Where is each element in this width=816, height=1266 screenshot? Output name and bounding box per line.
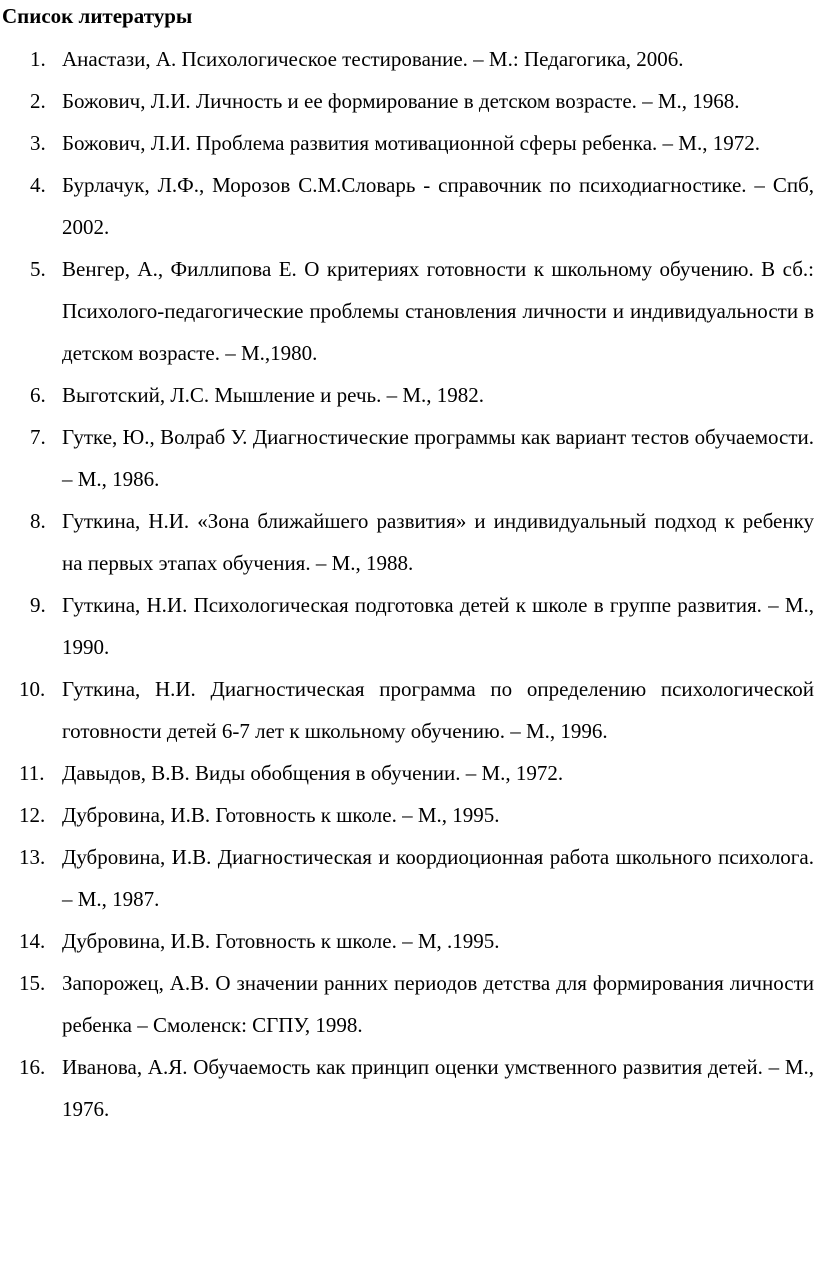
reference-item-14 — [0, 920, 814, 962]
reference-item-12 — [0, 794, 814, 836]
reference-number: 12. — [19, 803, 46, 827]
reference-item-13 — [0, 836, 814, 920]
reference-text: Дубровина, И.В. Готовность к школе. – М., 1995. — [62, 803, 500, 827]
reference-text: Запорожец, А.В. О значении ранних периодов детства для формирования личности ребенка – Смоленск: СГПУ, 1998. — [62, 971, 814, 1037]
reference-text: Давыдов, В.В. Виды обобщения в обучении. – М., 1972. — [62, 761, 564, 785]
reference-item-11 — [0, 752, 814, 794]
reference-text: Бурлачук, Л.Ф., Морозов С.М.Словарь - справочник по психодиагностике. – Спб, 2002. — [62, 173, 814, 239]
reference-item-1 — [0, 38, 814, 80]
reference-item-10 — [0, 668, 814, 752]
reference-number: 8. — [30, 509, 46, 533]
reference-item-4 — [0, 164, 814, 248]
reference-text: Божович, Л.И. Проблема развития мотивационной сферы ребенка. – М., 1972. — [62, 131, 760, 155]
reference-number: 1. — [30, 47, 46, 71]
reference-text: Дубровина, И.В. Диагностическая и коордиоционная работа школьного психолога. – М., 1987. — [62, 845, 814, 911]
reference-item-7 — [0, 416, 814, 500]
reference-number: 5. — [30, 257, 46, 281]
reference-number: 6. — [30, 383, 46, 407]
reference-text: Божович, Л.И. Личность и ее формирование в детском возрасте. – М., 1968. — [62, 89, 740, 113]
reference-text: Анастази, А. Психологическое тестирование. – М.: Педагогика, 2006. — [62, 47, 684, 71]
reference-number: 7. — [30, 425, 46, 449]
reference-text: Гуткина, Н.И. Диагностическая программа по определению психологической готовности детей 6-7 лет к школьному обучению. – М., 1996. — [62, 677, 814, 743]
reference-item-3 — [0, 122, 814, 164]
reference-list — [0, 38, 814, 1130]
reference-number: 9. — [30, 593, 46, 617]
reference-number: 11. — [19, 761, 45, 785]
reference-text: Гуткина, Н.И. Психологическая подготовка детей к школе в группе развития. – М., 1990. — [62, 593, 814, 659]
reference-text: Выготский, Л.С. Мышление и речь. – М., 1982. — [62, 383, 485, 407]
reference-number: 4. — [30, 173, 46, 197]
reference-number: 16. — [19, 1055, 46, 1079]
reference-number: 13. — [19, 845, 46, 869]
reference-item-2 — [0, 80, 814, 122]
reference-number: 10. — [19, 677, 46, 701]
page-title: Список литературы — [2, 4, 193, 28]
reference-number: 15. — [19, 971, 46, 995]
reference-item-9 — [0, 584, 814, 668]
reference-item-15 — [0, 962, 814, 1046]
reference-item-8 — [0, 500, 814, 584]
reference-number: 2. — [30, 89, 46, 113]
reference-number: 3. — [30, 131, 46, 155]
reference-number: 14. — [19, 929, 46, 953]
reference-text: Иванова, А.Я. Обучаемость как принцип оценки умственного развития детей. – М., 1976. — [62, 1055, 814, 1121]
reference-item-5 — [0, 248, 814, 374]
reference-text: Гуткина, Н.И. «Зона ближайшего развития» и индивидуальный подход к ребенку на первых этапах обучения. – М., 1988. — [62, 509, 814, 575]
reference-item-16 — [0, 1046, 814, 1130]
reference-text: Гутке, Ю., Волраб У. Диагностические программы как вариант тестов обучаемости. – М., 1986. — [62, 425, 814, 491]
reference-text: Венгер, А., Филлипова Е. О критериях готовности к школьному обучению. В сб.: Психолого-педагогические проблемы становления личности и индивидуальности в детском возрасте. – М.,1980. — [62, 257, 814, 365]
reference-text: Дубровина, И.В. Готовность к школе. – М, .1995. — [62, 929, 500, 953]
reference-item-6 — [0, 374, 814, 416]
